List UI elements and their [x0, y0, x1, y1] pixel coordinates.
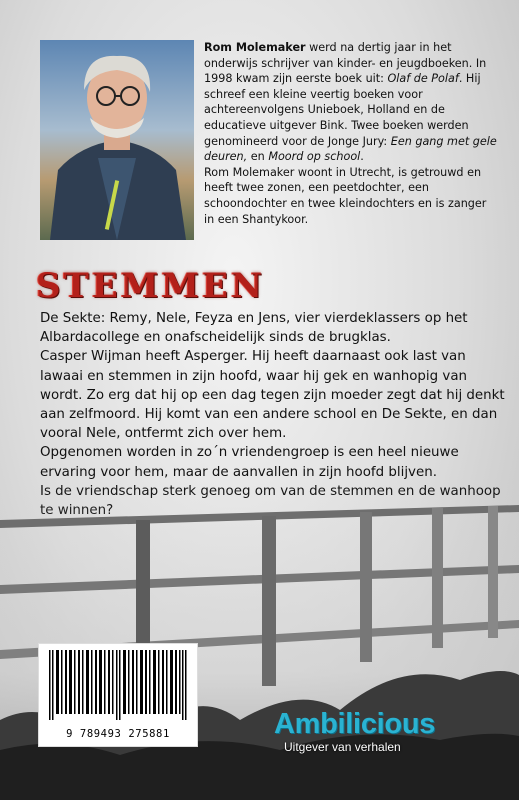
barcode-bars [47, 650, 189, 720]
publisher-name: Ambilicious [274, 708, 436, 740]
nominated-book-title: Moord op school [268, 150, 361, 164]
isbn-number: 9 789493 275881 [66, 728, 170, 740]
author-name: Rom Molemaker [204, 41, 306, 54]
author-photo [40, 40, 194, 240]
nominated-book-title: Een gang met gele deuren, [204, 134, 497, 164]
blurb-paragraph: Casper Wijman heeft Asperger. Hij heeft daarnaast ook last van lawaai en stemmen in zijn hoofd, waar hij gek en wanhopig van wordt. Zo erg dat hij op een dag tegen zijn moeder zegt dat hij denkt aan zelfmoord. Hij komt van een andere school en De Sekte, en dan vooral Nele, ontfermt zich over hem. [40, 349, 505, 442]
isbn-barcode [38, 643, 198, 747]
blurb-paragraph: De Sekte: Remy, Nele, Feyza en Jens, vier vierdeklassers op het Albardacollege en onafscheidelijk sinds de brugklas. [40, 311, 468, 346]
author-bio [204, 40, 500, 227]
first-book-title: Olaf de Polaf [387, 72, 459, 86]
publisher-logo [274, 708, 494, 754]
book-title: STEMMEN [36, 266, 266, 306]
author-bio-paragraph: Rom Molemaker werd na dertig jaar in het onderwijs schrijver van kinder- en jeugdboeken. In 1998 kwam zijn eerste boek uit: Olaf de Polaf. Hij schreef een kleine veertig boeken voor achtereenvolgens Unieboek, Holland en de educatieve uitgever Bink. Twee boeken werden genomineerd voor de Jonge Jury: Een gang met gele deuren, en Moord op school. [204, 41, 497, 164]
publisher-tagline: Uitgever van verhalen [284, 740, 401, 754]
blurb-paragraph: Opgenomen worden in zo´n vriendengroep is een heel nieuwe ervaring voor hem, maar de aanvallen in zijn hoofd blijven. [40, 445, 459, 480]
author-bio-paragraph: Rom Molemaker woont in Utrecht, is getrouwd en heeft twee zonen, een peetdochter, een schoondochter en twee kleindochters en is zanger in een Shantykoor. [204, 165, 487, 226]
